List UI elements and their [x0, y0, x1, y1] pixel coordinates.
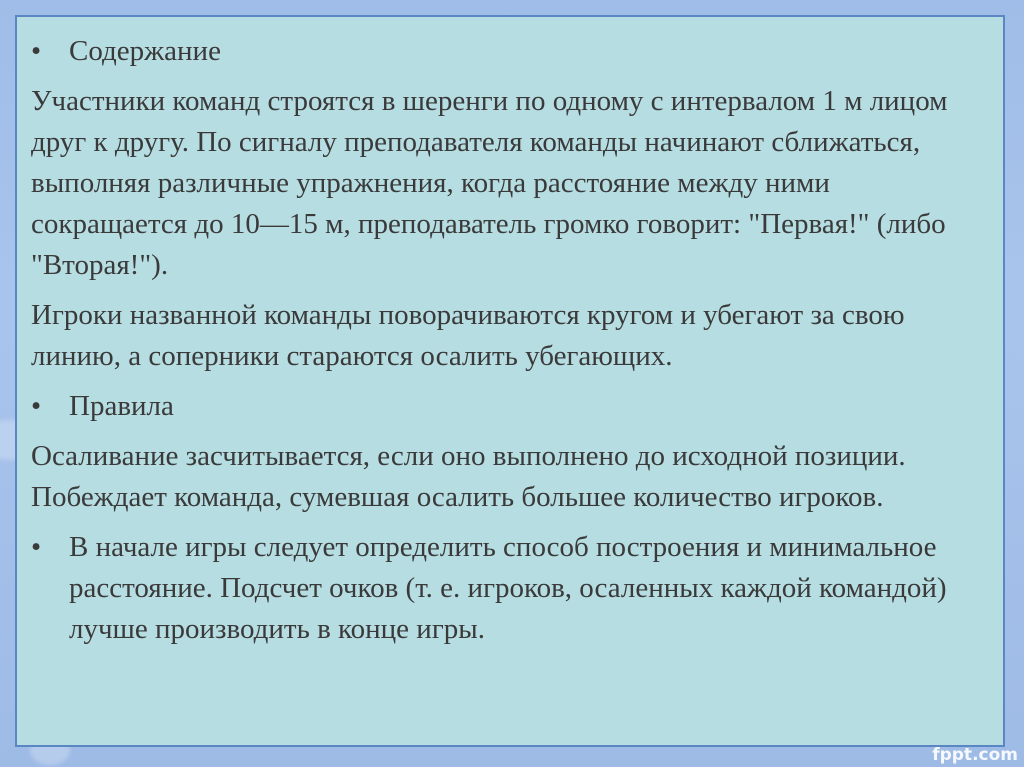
bullet-marker: •	[31, 390, 42, 422]
paragraph-players: Игроки названной команды поворачиваются кругом и убегают за свою линию, а соперники стараются осалить убегающих.	[31, 299, 905, 372]
paragraph-description: Участники команд строятся в шеренги по одному с интервалом 1 м лицом друг к другу. По сигналу преподавателя команды начинают сближаться, выполняя различные упражнения, когда расстояние между ними сокращается до 10—15 м, преподаватель громко говорит: "Первая!" (либо "Вторая!").	[31, 85, 948, 281]
bullet-item-notes	[31, 527, 989, 650]
bullet-item-rules	[31, 386, 989, 427]
slide-text	[31, 31, 989, 659]
bullet-marker: •	[31, 531, 42, 563]
slide-content-panel	[15, 15, 1005, 747]
bullet-marker: •	[31, 35, 42, 67]
bullet-item-contents	[31, 31, 989, 72]
bullet-text: В начале игры следует определить способ построения и минимальное расстояние. Подсчет очков (т. е. игроков, осаленных каждой командой) лучше производить в конце игры.	[69, 531, 947, 645]
paragraph-rules: Осаливание засчитывается, если оно выполнено до исходной позиции. Побеждает команда, сумевшая осалить большее количество игроков.	[31, 440, 906, 513]
watermark: fppt.com	[932, 745, 1018, 765]
bullet-text: Правила	[69, 390, 174, 422]
bullet-text: Содержание	[69, 35, 221, 67]
